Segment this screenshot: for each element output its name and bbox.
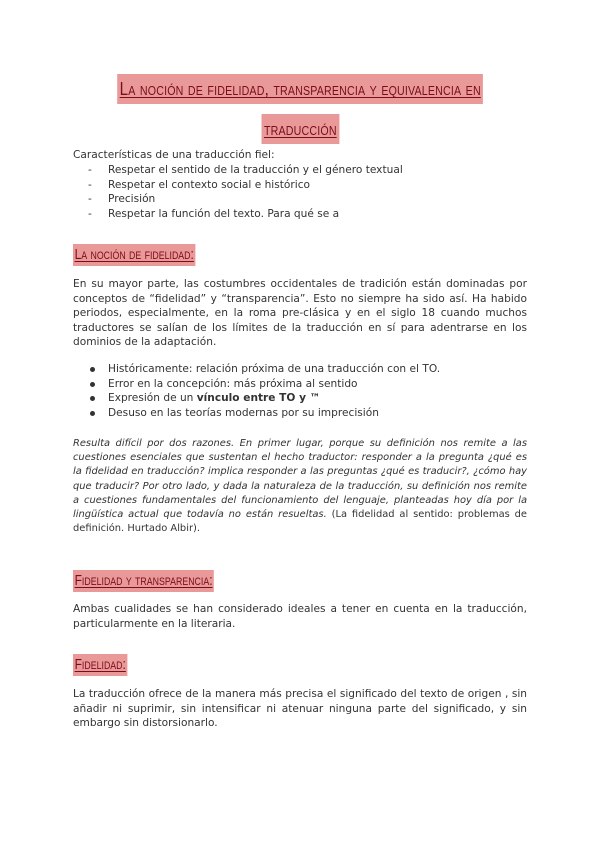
list-item: Desuso en las teorías modernas por su imprecisión — [88, 406, 440, 421]
section2-paragraph: Ambas cualidades se han considerado ideales a tener en cuenta en la traducción, particularmente en la literaria. — [73, 603, 527, 630]
hurtado-quote — [73, 437, 527, 536]
section1-bullets — [88, 362, 440, 420]
list-item: - Respetar el sentido de la traducción y el género textual — [88, 163, 403, 178]
list-item: - Respetar el contexto social e histórico — [88, 178, 403, 193]
list-item: - Precisión — [88, 192, 403, 207]
section-heading-fidelidad-nocion: La noción de fidelidad: — [73, 244, 195, 266]
list-item: Históricamente: relación próxima de una traducción con el TO. — [88, 362, 440, 377]
section-heading-fidelidad-transparencia: Fidelidad y transparencia: — [73, 570, 214, 592]
title-line-2: traducción — [261, 114, 339, 144]
section-heading-fidelidad: Fidelidad: — [73, 654, 127, 676]
characteristics-list — [88, 163, 403, 221]
quote-source: (La fidelidad al sentido: problemas de definición. Hurtado Albir). — [73, 509, 527, 535]
section1-paragraph: En su mayor parte, las costumbres occidentales de tradición están dominadas por conceptos de “fidelidad” y “transparencia”. Esto no siempre ha sido así. Ha habido periodos, especialmente, en la roma pre-clásica y en el siglo 18 cuando muchos traductores se salían de los límites de la traducción en sí para adentrarse en los dominios de la adaptación. — [73, 278, 527, 348]
section3-paragraph: La traducción ofrece de la manera más precisa el significado del texto de origen , sin añadir ni suprimir, sin intensificar ni atenuar ninguna parte del significado, y sin embargo sin distorsionarlo. — [73, 688, 527, 729]
title-line-1: La noción de fidelidad, transparencia y equivalencia en — [117, 74, 483, 104]
quote-text: Resulta difícil por dos razones. En primer lugar, porque su definición nos remite a las cuestiones esenciales que sustentan el hecho traductor: responder a la pregunta ¿qué es la fidelidad en traducción? implica responder a las preguntas ¿qué es traducir?, ¿cómo hay que traducir? Por otro lado, y dada la naturaleza de la traducción, su definición nos remite a cuestiones fundamentales del funcionamiento del lenguaje, planteadas hoy día por la lingüística actual que todavía no están resueltas. — [73, 438, 527, 521]
intro-text: Características de una traducción fiel: — [73, 149, 275, 161]
list-item: Expresión de un vínculo entre TO y ™ — [88, 391, 440, 406]
list-item: Error en la concepción: más próxima al sentido — [88, 377, 440, 392]
list-item: - Respetar la función del texto. Para qué se a — [88, 207, 403, 222]
